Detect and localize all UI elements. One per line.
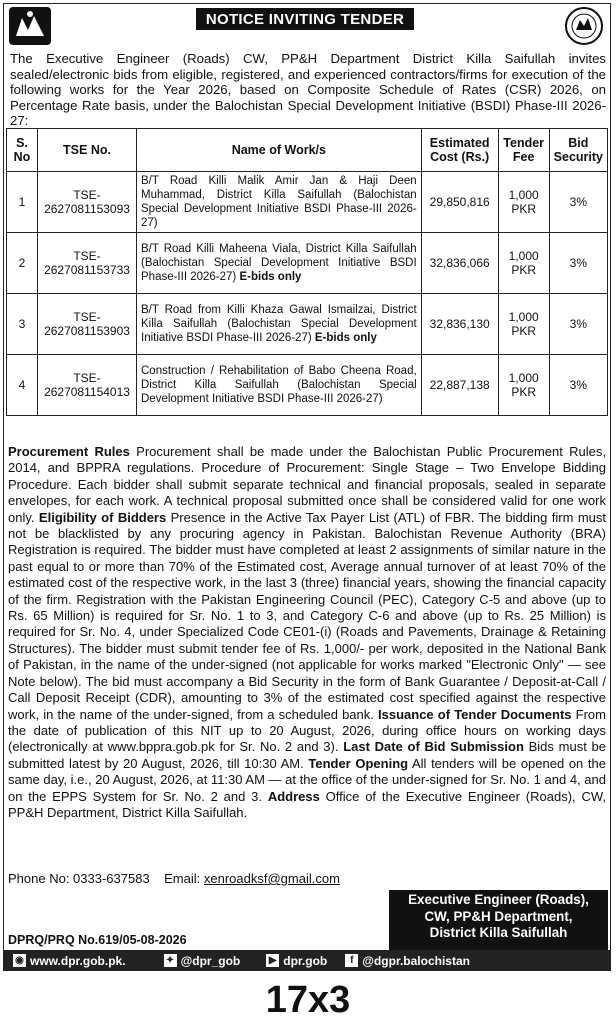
table-row [7,172,608,233]
cell-cost: 22,887,138 [421,355,498,416]
cell-security: 3% [549,355,607,416]
header-sno: S. No [7,129,38,172]
globe-icon: ◉ [13,954,26,967]
work-name: B/T Road from Killi Khaza Gawal Ismailzai, District Killa Saifullah (Balochistan Special Development Initiative BSDI Phase-III 2026-27) [141,304,417,344]
cell-tse: TSE-2627081154013 [38,355,137,416]
cell-tse: TSE-2627081153093 [38,172,137,233]
rules-heading-opening: Tender Opening [308,755,409,771]
cell-fee: 1,000 PKR [498,294,549,355]
cell-sno: 1 [7,172,38,233]
signature-line-3: District Killa Saifullah [429,925,568,940]
cell-security: 3% [549,233,607,294]
email-label: Email: [164,871,201,886]
table-row [7,355,608,416]
header-work: Name of Work/s [137,129,422,172]
balochistan-emblem-icon [8,6,52,46]
header-fee: Tender Fee [498,129,549,172]
header-tse: TSE No. [38,129,137,172]
rules-text-address: Office of the Executive Engineer (Roads), CW, PP&H Department, District Killa Saifullah. [8,788,607,820]
ad-size-label: 17x3 [265,979,351,1021]
rules-text-opening: All tenders will be opened on the same day, i.e., 20 August, 2026, at 11:30 AM — at the office of the under-signed for Sr. No. 1 and 4, and on the EPPS System for Sr. No. 2 and 3. [8,755,606,804]
cell-sno: 2 [7,233,38,294]
cell-cost: 32,836,066 [421,233,498,294]
cell-security: 3% [549,294,607,355]
reference-number: DPRQ/PRQ No.619/05-08-2026 [8,933,187,947]
work-note: E-bids only [239,271,302,283]
facebook-icon: f [345,954,358,967]
youtube-link[interactable] [266,954,327,968]
rules-text-issuance: From the date of publication of this NIT up to 20 August, 2026, during office hours on working days (electronically at www.bppra.gob.pk for Sr. No. 2 and 3). [8,706,606,755]
contact-line [8,871,340,886]
department-seal-icon [562,6,606,46]
work-name: B/T Road Killi Maheena Viala, District Killa Saifullah (Balochistan Special Development Initiative BSDI Phase-III 2026-27) [141,243,417,283]
cell-sno: 4 [7,355,38,416]
cell-work [137,294,422,355]
rules-heading-address: Address [267,788,320,804]
work-name: Construction / Rehabilitation of Babo Cheena Road, District Killa Saifullah (Balochistan Special Development Initiative BSDI Phase-III 2026-27) [141,365,417,405]
rules-heading-issuance: Issuance of Tender Documents [378,706,572,722]
rules-heading-last-date: Last Date of Bid Submission [343,739,524,755]
cell-work [137,355,422,416]
email-link[interactable]: xenroadksf@gmail.com [203,871,340,886]
facebook-text: @dgpr.balochistan [362,953,470,968]
social-footer-bar [3,950,611,971]
youtube-text: dpr.gob [283,953,328,968]
facebook-link[interactable] [345,954,470,968]
cell-tse: TSE-2627081153903 [38,294,137,355]
cell-work [137,172,422,233]
header-cost: Estimated Cost (Rs.) [421,129,498,172]
twitter-link[interactable] [164,954,241,968]
works-table [6,128,608,416]
signature-line-2: CW, PP&H Department, [424,908,573,924]
cell-security: 3% [549,172,607,233]
signature-line-1: Executive Engineer (Roads), [408,892,589,907]
procurement-rules-text [8,444,606,821]
rules-heading-procurement: Procurement Rules [8,444,130,459]
rules-heading-eligibility: Eligibility of Bidders [38,509,167,525]
twitter-icon: ✦ [164,954,177,967]
cell-sno: 3 [7,294,38,355]
cell-cost: 32,836,130 [421,294,498,355]
rules-text-last-date: Bids must be submitted latest by 20 August, 2026, till 10:30 AM. [8,739,606,771]
cell-cost: 29,850,816 [421,172,498,233]
header-security: Bid Security [549,129,607,172]
cell-fee: 1,000 PKR [498,233,549,294]
phone-number: Phone No: 0333-637583 [8,871,150,886]
cell-fee: 1,000 PKR [498,172,549,233]
twitter-text: @dpr_gob [180,953,241,968]
cell-work [137,233,422,294]
cell-fee: 1,000 PKR [498,355,549,416]
website-text: www.dpr.gob.pk. [30,953,126,968]
rules-text-eligibility: Presence in the Active Tax Payer List (ATL) of FBR. The bidding firm must not be blacklisted by any procuring agency in Pakistan. Balochistan Revenue Authority (BRA) Registration is required. The bidder must have completed at least 2 assignments of similar nature in the past equal to or more than 70% of the Estimated cost, Average annual turnover of at least 70% of the estimated cost of the respective work, in the last 3 (three) financial years, showing the financial capacity of the firm. Registration with the Pakistan Engineering Council (PEC), Category C-5 and above (up to Rs. 65 Million) is required for Sr. No. 1 to 3, and Category C-6 and above (up to Rs. 25 Million) is required for Sr. No. 4, under Specialized Code CE01-(i) (Roads and Pavements, Drainage & Retaining Structures). The bidder must submit tender fee of Rs. 1,000/- per work, deposited in the National Bank of Pakistan, in the name of the under-signed (not applicable for works marked "Electronic Only" — see Note below). The bid must accompany a Bid Security in the form of Bank Guarantee / Deposit-at-Call / Call Deposit Receipt (CDR), amounting to 3% of the estimated cost specified against the respective work, in the name of the under-signed, from a scheduled bank. [8,509,606,722]
signature-block [389,890,608,950]
notice-title: NOTICE INVITING TENDER [196,8,414,30]
table-row [7,233,608,294]
youtube-icon: ▶ [266,954,279,967]
work-name: B/T Road Killi Malik Amir Jan & Haji Deen Muhammad, District Killa Saifullah (Balochistan Special Development Initiative BSDI Phase-III 2026-27) [141,175,417,229]
table-row [7,294,608,355]
rules-text-procurement: Procurement shall be made under the Balochistan Public Procurement Rules, 2014, and BPPRA regulations. Procedure of Procurement: Single Stage – Two Envelope Bidding Procedure. Each bidder shall submit separate technical and financial proposals, sealed in separate envelopes, for each work. A technical proposal submitted once shall be considered valid for one work only. [8,444,606,525]
table-header-row [7,129,608,172]
work-note: E-bids only [314,332,377,344]
intro-paragraph: The Executive Engineer (Roads) CW, PP&H Department District Killa Saifullah invites sealed/electronic bids from eligible, registered, and experienced contractors/firms for execution of the following works for the Year 2026, based on Composite Schedule of Rates (CSR) 2026, on Percentage Rate basis, under the Balochistan Special Development Initiative (BSDI) Phase-III 2026-27: [10,51,606,129]
website-link[interactable] [13,954,126,968]
cell-tse: TSE-2627081153733 [38,233,137,294]
